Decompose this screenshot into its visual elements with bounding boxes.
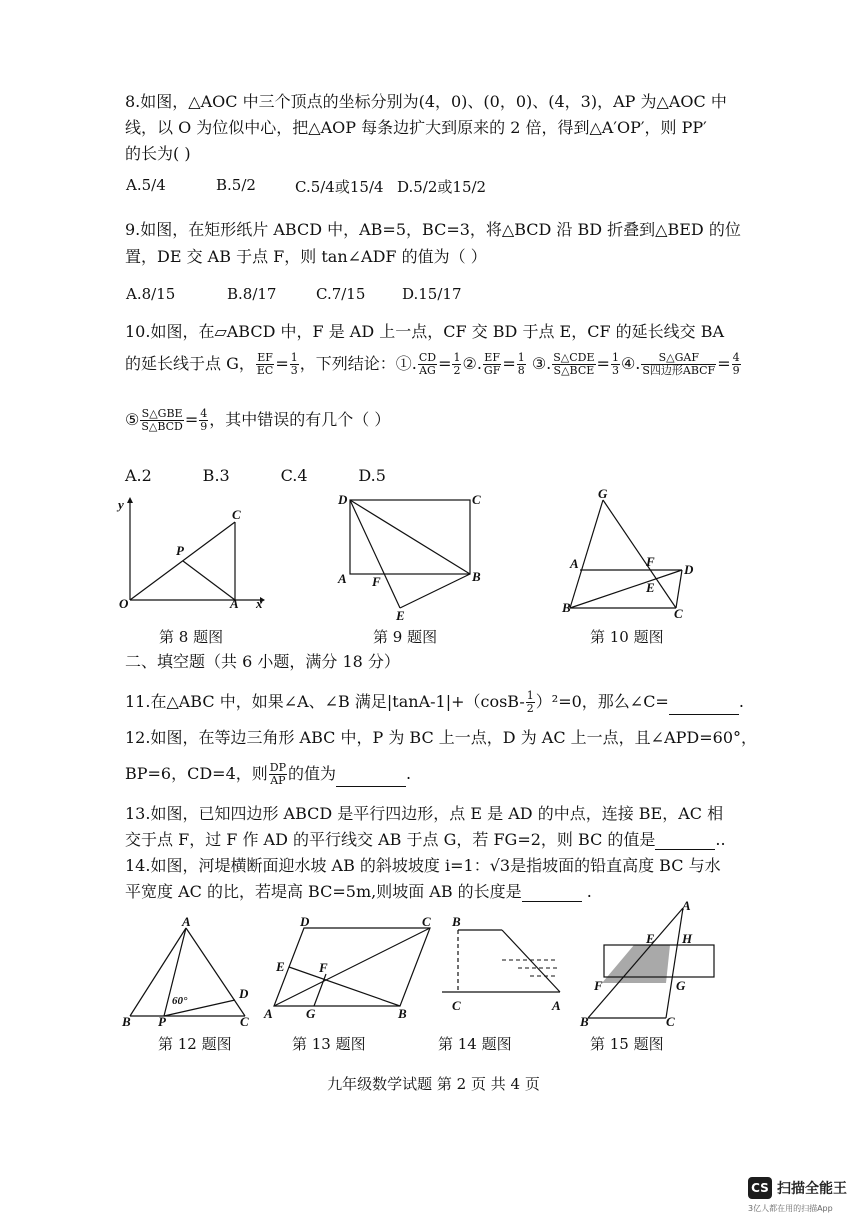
scanner-tagline: 3亿人都在用的扫描App [748,1204,833,1213]
scanner-name: 扫描全能王 [777,1181,847,1197]
svg-text:E: E [276,959,285,974]
cs-logo-icon: CS [748,1177,772,1199]
fig15-caption: 第 15 题图 [590,1035,664,1053]
figure-13 [262,916,437,1026]
figure-9 [330,488,490,623]
q8-line1: 8.如图，△AOC 中三个顶点的坐标分别为(4，0)、(0，0)、(4，3)，AP 为△AOC 中 [125,92,727,111]
figure-15 [578,898,718,1028]
svg-text:D: D [338,492,348,507]
q10-options: A.2 B.3 C.4 D.5 [125,466,386,485]
svg-text:G: G [306,1006,316,1021]
fig14-caption: 第 14 题图 [438,1035,512,1053]
q10-line2: 的延长线于点 G， $\frac{EF}{EC}$ = $\frac{1}{3}$ ，下列结论：①. $\frac{CD}{AG}$ = $\frac{1}{2}$ ②. $\frac{EF}{GF}$ = $\frac{1}{8}$ ③. $\frac{\text{S△CDE}}{\text{S△BCE}}$ = $\frac{1}{3}$ ④. $\frac{\text{S△GAF}}{\text{S四边形ABCF}}$ = $\frac{4}{9}$ [125,351,740,377]
q10-line1: 10.如图，在▱ABCD 中，F 是 AD 上一点，CF 交 BD 于点 E，CF 的延长线交 BA [125,322,725,341]
svg-text:A: A [570,556,579,571]
svg-text:C: C [452,998,461,1013]
figure-12 [120,916,260,1031]
svg-text:B: B [398,1006,407,1021]
svg-text:B: B [562,600,571,615]
page-footer: 九年级数学试题 第 2 页 共 4 页 [327,1075,540,1093]
svg-text:G: G [676,978,686,993]
q12-line2: BP=6，CD=4，则 $\frac{DP}{AP}$ 的值为 . [125,761,412,787]
q8-line3: 的长为( ) [125,144,191,163]
fig13-caption: 第 13 题图 [292,1035,366,1053]
q9-option-d: D.15/17 [402,285,462,303]
svg-text:A: A [264,1006,273,1021]
svg-text:C: C [472,492,481,507]
svg-text:P: P [158,1014,166,1029]
q14-line2: 平宽度 AC 的比，若堤高 BC=5m,则坡面 AB 的长度是 . [125,882,592,901]
svg-text:B: B [580,1014,589,1028]
section-2-heading: 二、填空题（共 6 小题，满分 18 分） [125,652,400,671]
q10-line3: ⑤ $\frac{\text{S△GBE}}{\text{S△BCD}}$ = $\frac{4}{9}$ ，其中错误的有几个（ ） [125,407,391,433]
fig10-caption: 第 10 题图 [590,628,664,646]
q8-option-d: D.5/2或15/2 [397,178,487,196]
fig9-caption: 第 9 题图 [373,628,438,646]
figure-14 [440,914,575,1024]
svg-text:C: C [422,916,431,929]
svg-text:y: y [118,497,124,512]
svg-text:H: H [682,931,693,946]
svg-text:A: A [338,571,347,586]
svg-text:A: A [682,898,691,913]
svg-text:A: A [182,916,191,929]
q12-line1: 12.如图，在等边三角形 ABC 中，P 为 BC 上一点，D 为 AC 上一点，且∠APD=60°， [125,728,757,747]
svg-text:D: D [239,986,249,1001]
q9-option-c: C.7/15 [316,285,366,303]
svg-text:D: D [684,562,694,577]
q14-line1: 14.如图，河堤横断面迎水坡 AB 的斜坡坡度 i=1：√3是指坡面的铅直高度 BC 与水 [125,856,721,875]
q9-line2: 置，DE 交 AB 于点 F，则 tan∠ADF 的值为（ ） [125,247,487,266]
svg-text:F: F [372,574,381,589]
q8-option-b: B.5/2 [216,176,256,194]
svg-text:E: E [646,580,655,595]
svg-text:E: E [646,931,655,946]
svg-text:F: F [594,978,603,993]
svg-text:D: D [300,916,310,929]
q8-option-a: A.5/4 [126,176,166,194]
fig12-caption: 第 12 题图 [158,1035,232,1053]
q8-option-c: C.5/4或15/4 [295,178,384,196]
svg-text:F: F [319,960,328,975]
q13-line1: 13.如图，已知四边形 ABCD 是平行四边形，点 E 是 AD 的中点，连接 BE，AC 相 [125,804,724,823]
svg-text:x: x [256,596,263,611]
svg-text:P: P [176,543,184,558]
svg-text:C: C [232,507,241,522]
svg-text:60°: 60° [172,995,188,1007]
fig8-caption: 第 8 题图 [159,628,224,646]
svg-text:B: B [122,1014,131,1029]
svg-text:C: C [666,1014,675,1028]
q11-line: 11.在△ABC 中，如果∠A、∠B 满足|tanA-1|+（cosB- $\frac{1}{2}$ ）²=0，那么∠C= . [125,689,744,715]
svg-text:F: F [646,554,655,569]
q8-line2: 线，以 O 为位似中心，把△AOP 每条边扩大到原来的 2 倍，得到△A′OP′，则 PP′ [125,118,707,137]
svg-text:C: C [674,606,683,621]
svg-text:A: A [552,998,561,1013]
svg-text:C: C [240,1014,249,1029]
scanner-logo [748,1177,847,1199]
figure-8 [108,495,268,615]
svg-text:G: G [598,488,608,501]
q9-line1: 9.如图，在矩形纸片 ABCD 中，AB=5，BC=3，将△BCD 沿 BD 折叠到△BED 的位 [125,220,741,239]
q13-line2: 交于点 F，过 F 作 AD 的平行线交 AB 于点 G，若 FG=2，则 BC 的值是 .. [125,830,726,849]
q9-option-b: B.8/17 [227,285,277,303]
svg-text:B: B [452,914,461,929]
figure-10 [560,488,705,623]
svg-text:E: E [396,608,405,623]
q9-option-a: A.8/15 [126,285,176,303]
svg-text:B: B [472,569,481,584]
svg-text:O: O [119,596,129,611]
svg-text:A: A [230,596,239,611]
